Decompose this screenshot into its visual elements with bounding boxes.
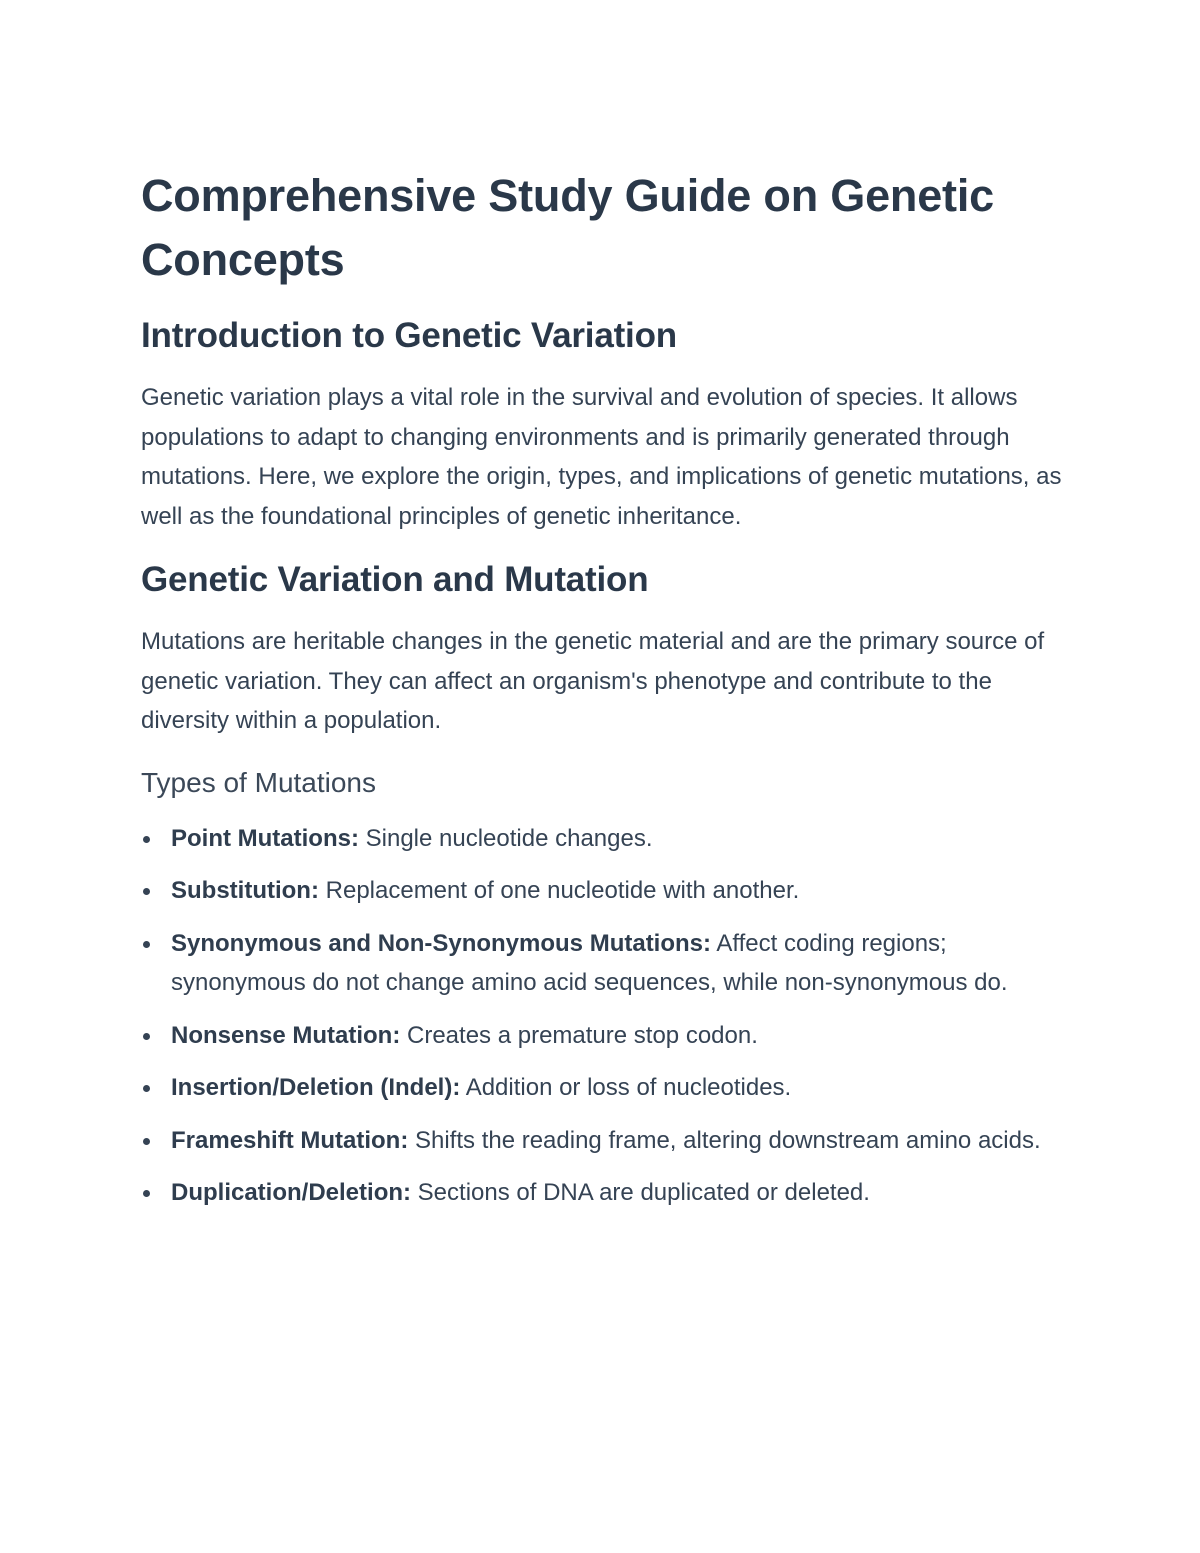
list-item	[141, 871, 1071, 911]
document-page	[141, 164, 1071, 1226]
document-title: Comprehensive Study Guide on Genetic Concepts	[141, 170, 994, 285]
list-item-text: Shifts the reading frame, altering downstream amino acids.	[408, 1126, 1041, 1154]
list-item-term: Nonsense Mutation:	[171, 1021, 401, 1049]
section-heading-introduction: Introduction to Genetic Variation	[141, 316, 677, 355]
list-item-text: Affect coding regions; synonymous do not change amino acid sequences, while non-synonymous do.	[171, 929, 1008, 996]
bullet-icon	[143, 1190, 150, 1197]
list-item-text: Single nucleotide changes.	[358, 824, 653, 852]
bullet-icon	[143, 836, 150, 843]
bullet-icon	[143, 888, 150, 895]
list-item	[141, 924, 1071, 1003]
list-item	[141, 1068, 1071, 1108]
list-item-term: Synonymous and Non-Synonymous Mutations:	[171, 929, 712, 957]
list-item-text: Replacement of one nucleotide with another.	[318, 877, 800, 904]
bullet-icon	[143, 941, 150, 948]
section-paragraph-introduction: Genetic variation plays a vital role in the survival and evolution of species. It allows populations to adapt to changing environments and is primarily generated through mutations. Here, we explore the origin, types, and implications of genetic mutations, as well as the foundational principles of genetic inheritance.	[141, 384, 1062, 530]
bullet-icon	[143, 1033, 150, 1040]
list-item-term: Frameshift Mutation:	[171, 1126, 409, 1154]
list-item-term: Substitution:	[171, 877, 319, 904]
list-item	[141, 1173, 1071, 1213]
section-paragraph-variation-mutation: Mutations are heritable changes in the genetic material and are the primary source of genetic variation. They can affect an organism's phenotype and contribute to the diversity within a population.	[141, 628, 1045, 734]
list-item-text: Creates a premature stop codon.	[400, 1021, 758, 1049]
mutation-types-list	[141, 819, 1071, 1213]
list-item-text: Sections of DNA are duplicated or deleted.	[411, 1179, 870, 1206]
list-item-term: Duplication/Deletion:	[171, 1179, 411, 1206]
bullet-icon	[143, 1085, 150, 1092]
section-heading-variation-mutation: Genetic Variation and Mutation	[141, 560, 649, 599]
list-item	[141, 1121, 1071, 1161]
list-item	[141, 819, 1071, 859]
subsection-heading-types-of-mutations: Types of Mutations	[141, 766, 377, 798]
list-item	[141, 1016, 1071, 1056]
list-item-text: Addition or loss of nucleotides.	[460, 1074, 792, 1101]
list-item-term: Point Mutations:	[171, 824, 359, 852]
list-item-term: Insertion/Deletion (Indel):	[171, 1074, 461, 1101]
bullet-icon	[143, 1138, 150, 1145]
